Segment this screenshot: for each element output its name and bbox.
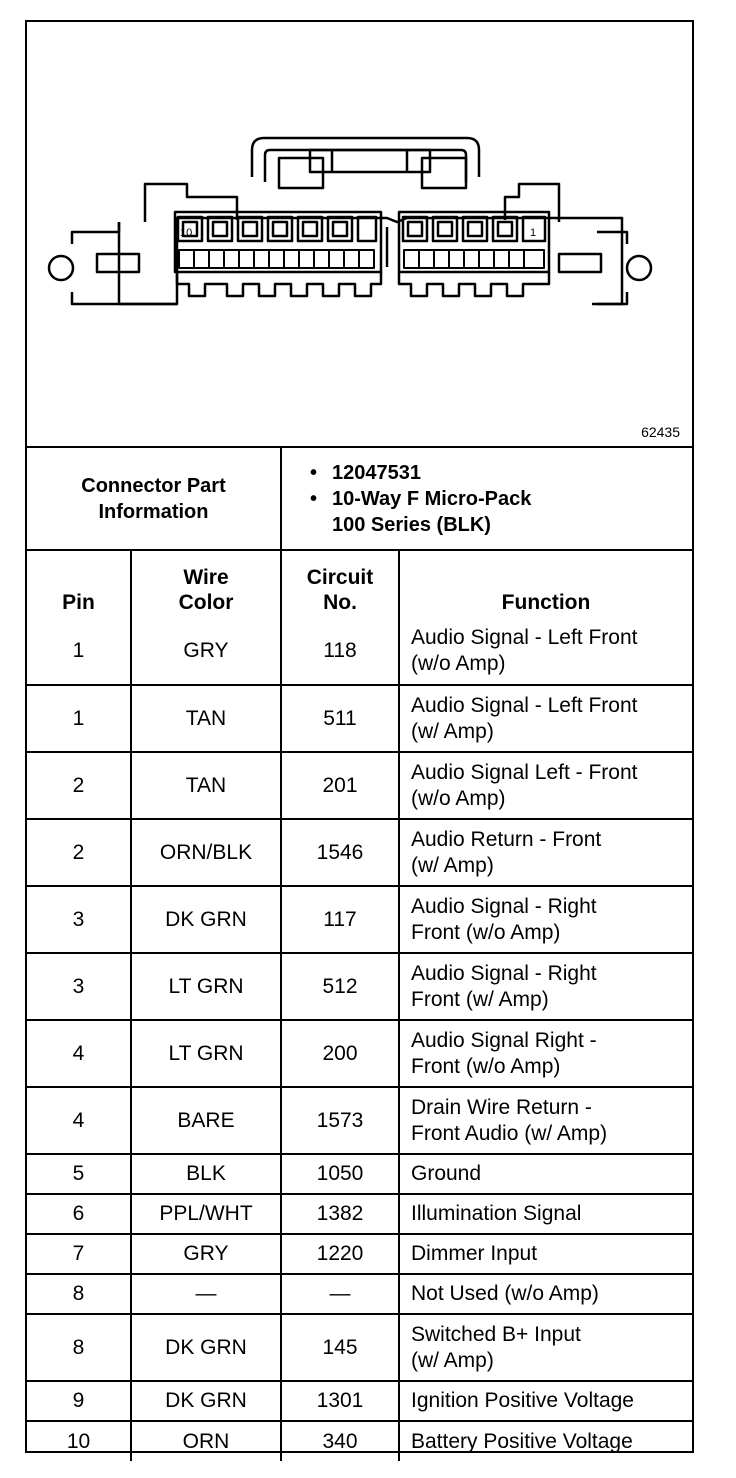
wire-color-cell: BLK bbox=[131, 1154, 281, 1194]
pin-cell: 1 bbox=[27, 618, 131, 685]
function-line: Audio Signal - Left Front bbox=[411, 626, 638, 649]
table-row bbox=[27, 1154, 692, 1194]
circuit-cell: 1301 bbox=[281, 1381, 399, 1421]
function-line: Illumination Signal bbox=[411, 1202, 582, 1225]
table-row bbox=[27, 819, 692, 886]
function-cell bbox=[399, 752, 692, 819]
pin-cell: 2 bbox=[27, 819, 131, 886]
pin-cell: 6 bbox=[27, 1194, 131, 1234]
pin-cell: 8 bbox=[27, 1274, 131, 1314]
function-line: Audio Signal - Right bbox=[411, 894, 597, 918]
terminal-slots bbox=[179, 250, 544, 268]
circuit-cell: 1050 bbox=[281, 1154, 399, 1194]
header-function bbox=[399, 550, 692, 618]
wire-color-cell: TAN bbox=[131, 752, 281, 819]
function-line: Ground bbox=[411, 1162, 482, 1185]
function-line: (w/o Amp) bbox=[411, 786, 506, 810]
pin-cell: 9 bbox=[27, 1381, 131, 1421]
connector-type: • 10-Way F Micro-Pack bbox=[310, 486, 688, 512]
function-line: Audio Signal - Right bbox=[411, 961, 597, 985]
header-pin bbox=[27, 550, 131, 618]
wire-color-cell: DK GRN bbox=[131, 1381, 281, 1421]
wire-color-cell: DK GRN bbox=[131, 886, 281, 953]
circuit-cell: 200 bbox=[281, 1020, 399, 1087]
wire-color-cell: LT GRN bbox=[131, 953, 281, 1020]
circuit-cell: 512 bbox=[281, 953, 399, 1020]
table-row bbox=[27, 1314, 692, 1381]
pin-cell: 10 bbox=[27, 1421, 131, 1461]
function-line: (w/ Amp) bbox=[411, 853, 494, 877]
wire-color-cell: LT GRN bbox=[131, 1020, 281, 1087]
header-circuit-no bbox=[281, 550, 399, 618]
function-line: Audio Signal - Left Front bbox=[411, 693, 638, 717]
function-cell bbox=[399, 1154, 692, 1194]
function-line: Audio Signal Left - Front bbox=[411, 760, 638, 784]
pin-cavity-row-right bbox=[403, 217, 545, 241]
function-cell bbox=[399, 886, 692, 953]
function-line: Drain Wire Return - bbox=[411, 1095, 592, 1119]
circuit-cell: 201 bbox=[281, 752, 399, 819]
function-cell bbox=[399, 1381, 692, 1421]
circuit-cell: — bbox=[281, 1274, 399, 1314]
wire-color-cell: PPL/WHT bbox=[131, 1194, 281, 1234]
header-wire-line: Wire bbox=[183, 566, 229, 589]
function-cell bbox=[399, 618, 692, 685]
table-row bbox=[27, 752, 692, 819]
function-cell bbox=[399, 1020, 692, 1087]
circuit-cell: 511 bbox=[281, 685, 399, 752]
wire-color-cell: GRY bbox=[131, 618, 281, 685]
connector-table bbox=[27, 448, 692, 1461]
table-row bbox=[27, 1194, 692, 1234]
function-line: Audio Signal Right - bbox=[411, 1028, 597, 1052]
header-circuit-line: No. bbox=[323, 591, 357, 614]
pin-cell: 2 bbox=[27, 752, 131, 819]
connector-figure bbox=[27, 22, 692, 448]
circuit-cell: 117 bbox=[281, 886, 399, 953]
function-cell bbox=[399, 1234, 692, 1274]
table-row bbox=[27, 1234, 692, 1274]
function-line: Battery Positive Voltage bbox=[411, 1429, 633, 1453]
table-row bbox=[27, 685, 692, 752]
pin-cell: 5 bbox=[27, 1154, 131, 1194]
circuit-cell: 340 bbox=[281, 1421, 399, 1461]
table-row bbox=[27, 1087, 692, 1154]
function-cell bbox=[399, 1194, 692, 1234]
function-line: Dimmer Input bbox=[411, 1242, 538, 1265]
pin-cell: 8 bbox=[27, 1314, 131, 1381]
connector-info-row bbox=[27, 448, 692, 550]
function-line: Front (w/ Amp) bbox=[411, 987, 549, 1011]
function-cell bbox=[399, 1421, 692, 1461]
header-pin-label: Pin bbox=[62, 591, 95, 614]
header-wire-color bbox=[131, 550, 281, 618]
wire-color-cell: BARE bbox=[131, 1087, 281, 1154]
function-line: (w/o Amp) bbox=[411, 652, 506, 675]
connector-info-label bbox=[27, 448, 281, 550]
function-line: Front Audio (w/ Amp) bbox=[411, 1121, 608, 1145]
connector-info-label-line: Connector Part bbox=[81, 474, 226, 497]
function-line: Front (w/o Amp) bbox=[411, 920, 561, 944]
wire-color-cell: ORN/BLK bbox=[131, 819, 281, 886]
header-wire-line: Color bbox=[178, 591, 234, 614]
function-line: (w/ Amp) bbox=[411, 719, 494, 743]
circuit-cell: 145 bbox=[281, 1314, 399, 1381]
function-cell bbox=[399, 953, 692, 1020]
connector-series: 100 Series (BLK) bbox=[332, 513, 491, 536]
function-cell bbox=[399, 1274, 692, 1314]
circuit-cell: 1573 bbox=[281, 1087, 399, 1154]
table-row bbox=[27, 1020, 692, 1087]
table-row bbox=[27, 618, 692, 685]
table-row bbox=[27, 1421, 692, 1461]
pin-cell: 1 bbox=[27, 685, 131, 752]
pin-cavity-row-left bbox=[178, 217, 376, 241]
pin-cell: 7 bbox=[27, 1234, 131, 1274]
pin-cell: 3 bbox=[27, 886, 131, 953]
connector-sheet bbox=[25, 20, 694, 1453]
function-cell bbox=[399, 1087, 692, 1154]
circuit-cell: 1546 bbox=[281, 819, 399, 886]
header-circuit-line: Circuit bbox=[306, 566, 374, 589]
function-line: Switched B+ Input bbox=[411, 1322, 581, 1346]
table-header-row bbox=[27, 550, 692, 618]
header-function-label: Function bbox=[501, 591, 591, 614]
connector-info-list bbox=[281, 448, 692, 550]
wire-color-cell: GRY bbox=[131, 1234, 281, 1274]
figure-number: 62435 bbox=[641, 424, 680, 440]
circuit-cell: 1220 bbox=[281, 1234, 399, 1274]
function-cell bbox=[399, 685, 692, 752]
wire-color-cell: TAN bbox=[131, 685, 281, 752]
wire-color-cell: ORN bbox=[131, 1421, 281, 1461]
pin-1-marker: 1 bbox=[530, 227, 537, 239]
table-row bbox=[27, 886, 692, 953]
table-row bbox=[27, 1274, 692, 1314]
function-line: Audio Return - Front bbox=[411, 827, 602, 851]
function-line: Front (w/o Amp) bbox=[411, 1054, 561, 1078]
function-line: Ignition Positive Voltage bbox=[411, 1389, 634, 1412]
circuit-cell: 1382 bbox=[281, 1194, 399, 1234]
function-line: (w/ Amp) bbox=[411, 1348, 494, 1372]
connector-info-label-line: Information bbox=[98, 500, 209, 523]
function-cell bbox=[399, 819, 692, 886]
wire-color-cell: — bbox=[131, 1274, 281, 1314]
function-cell bbox=[399, 1314, 692, 1381]
function-line: Not Used (w/o Amp) bbox=[411, 1282, 599, 1305]
table-row bbox=[27, 953, 692, 1020]
pin-cell: 3 bbox=[27, 953, 131, 1020]
pin-cell: 4 bbox=[27, 1020, 131, 1087]
table-row bbox=[27, 1381, 692, 1421]
wire-color-cell: DK GRN bbox=[131, 1314, 281, 1381]
bottom-tabs bbox=[177, 272, 549, 296]
circuit-cell: 118 bbox=[281, 618, 399, 685]
pin-10-marker: 10 bbox=[180, 227, 193, 239]
pin-cell: 4 bbox=[27, 1087, 131, 1154]
connector-drawing bbox=[27, 22, 692, 448]
connector-part-number: • 12047531 bbox=[310, 460, 688, 486]
